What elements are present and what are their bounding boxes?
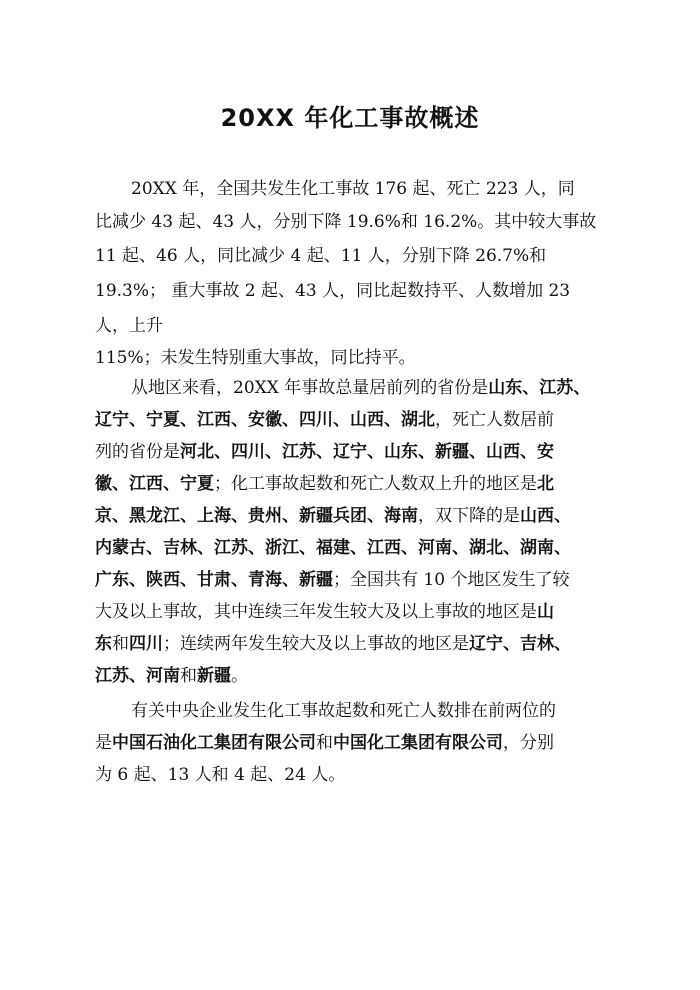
p2-text: 从地区来看，20XX 年事故总量居前列的省份是 bbox=[131, 378, 489, 398]
p2-line-3 bbox=[95, 444, 554, 461]
p2-region-highlight: 四川 bbox=[129, 634, 163, 654]
p2-text: 和 bbox=[112, 634, 129, 654]
p2-region-highlight: 辽宁、吉林、 bbox=[469, 634, 571, 654]
p1-line-3: 11 起、46 人，同比减少 4 起、11 人，分别下降 26.7%和 bbox=[95, 246, 547, 266]
p2-line-10 bbox=[95, 668, 248, 685]
p2-region-highlight: 京、黑龙江、上海、贵州、新疆兵团、海南 bbox=[95, 506, 418, 526]
p3-line-2 bbox=[95, 735, 554, 752]
p1-line-5: 人，上升 bbox=[95, 316, 163, 336]
p2-region-highlight: 广东、陕西、甘肃、青海、新疆 bbox=[95, 570, 333, 590]
p2-line-9 bbox=[95, 636, 571, 653]
p2-text: ；全国共有 10 个地区发生了较 bbox=[333, 570, 570, 590]
p2-region-highlight: 山西、 bbox=[520, 506, 571, 526]
p2-line-2 bbox=[95, 412, 554, 429]
p2-text: ，死亡人数居前 bbox=[435, 410, 554, 430]
p2-line-5 bbox=[95, 508, 571, 525]
p2-region-highlight: 辽宁、宁夏、江西、安徽、四川、山西、湖北 bbox=[95, 410, 435, 430]
p3-text: 和 bbox=[316, 733, 333, 753]
p2-line-7 bbox=[95, 572, 569, 589]
p2-region-highlight: 内蒙古、吉林、江苏、浙江、福建、江西、河南、湖北、湖南、 bbox=[95, 538, 571, 558]
p2-text: 。 bbox=[231, 666, 248, 686]
p2-line-6 bbox=[95, 540, 571, 557]
p1-line-6: 115%；未发生特别重大事故，同比持平。 bbox=[95, 348, 416, 368]
p2-text: 大及以上事故，其中连续三年发生较大及以上事故的地区是 bbox=[95, 602, 537, 622]
p2-region-highlight: 江苏、河南 bbox=[95, 666, 180, 686]
p2-line-8 bbox=[95, 604, 554, 621]
p2-region-highlight: 新疆 bbox=[197, 666, 231, 686]
p2-region-highlight: 山东、江苏、 bbox=[488, 378, 591, 398]
p2-region-highlight: 河北、四川、江苏、辽宁、山东、新疆、山西、安 bbox=[180, 442, 554, 462]
company-name-highlight: 中国石油化工集团有限公司 bbox=[112, 733, 316, 753]
document-title: 20XX 年化工事故概述 bbox=[220, 104, 480, 132]
p2-text: ，双下降的是 bbox=[418, 506, 520, 526]
p2-region-highlight: 山 bbox=[537, 602, 554, 622]
p2-region-highlight: 北 bbox=[537, 474, 554, 494]
p2-line-1 bbox=[131, 380, 590, 397]
p1-line-2: 比减少 43 起、43 人，分别下降 19.6%和 16.2%。其中较大事故 bbox=[95, 212, 597, 232]
p3-line-3: 为 6 起、13 人和 4 起、24 人。 bbox=[95, 765, 346, 785]
p1-line-4: 19.3%； 重大事故 2 起、43 人，同比起数持平、人数增加 23 bbox=[95, 281, 571, 301]
p3-line-1: 有关中央企业发生化工事故起数和死亡人数排在前两位的 bbox=[131, 701, 556, 721]
p2-text: 和 bbox=[180, 666, 197, 686]
p2-region-highlight: 徽、江西、宁夏 bbox=[95, 474, 214, 494]
p1-line-1: 20XX 年，全国共发生化工事故 176 起、死亡 223 人，同 bbox=[131, 179, 575, 199]
p2-text: 列的省份是 bbox=[95, 442, 180, 462]
p3-text: 是 bbox=[95, 733, 112, 753]
p3-text: ，分别 bbox=[503, 733, 554, 753]
company-name-highlight: 中国化工集团有限公司 bbox=[333, 733, 503, 753]
p2-line-4 bbox=[95, 476, 554, 493]
p2-region-highlight: 东 bbox=[95, 634, 112, 654]
p2-text: ；化工事故起数和死亡人数双上升的地区是 bbox=[214, 474, 537, 494]
p2-text: ；连续两年发生较大及以上事故的地区是 bbox=[163, 634, 469, 654]
